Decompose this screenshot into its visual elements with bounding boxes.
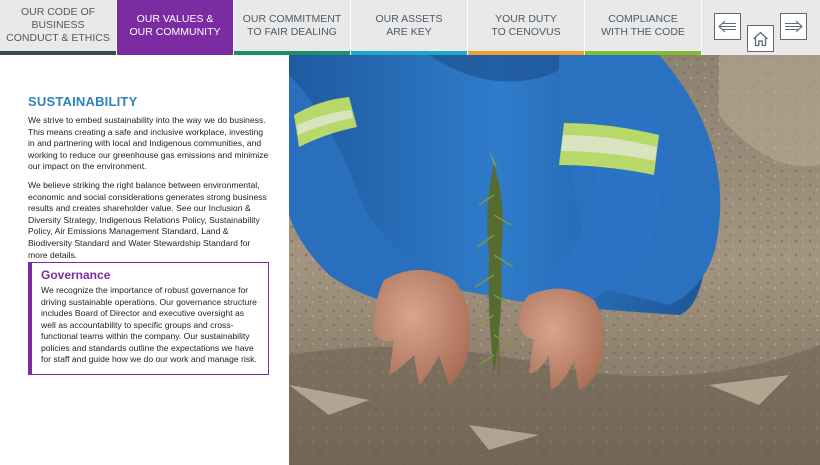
tab-label: COMPLIANCE WITH THE CODE <box>601 12 685 38</box>
tab-color-bar <box>117 51 233 55</box>
home-icon <box>752 31 769 47</box>
governance-title: Governance <box>41 268 111 282</box>
balance-paragraph: We believe striking the right balance between environmental, economic and social considerations generates strong business results and creates shareholder value. See our Inclusion & Diversity Strategy, Indigenous Relations Policy, Sustainability Policy, Air Emissions Management Standard, Land & Biodiversity Standard and Water Stewardship Standard for more details. <box>28 179 267 260</box>
tab-label: OUR ASSETS ARE KEY <box>375 12 443 38</box>
tab-our-assets[interactable] <box>351 0 468 55</box>
previous-page-button[interactable] <box>714 13 741 40</box>
tab-label: OUR VALUES & OUR COMMUNITY <box>129 12 221 38</box>
intro-paragraph: We strive to embed sustainability into the way we do business. This means creating a safe and inclusive workplace, investing in and partnering with local and Indigenous communities, and working to reduce our greenhouse gas emissions and minimize our impact on the environment. <box>28 115 269 172</box>
next-page-button[interactable] <box>780 13 807 40</box>
tab-code-of-business-conduct[interactable] <box>0 0 117 55</box>
section-title: SUSTAINABILITY <box>28 94 138 109</box>
tab-values-community[interactable] <box>117 0 234 55</box>
arrow-left-icon <box>718 20 737 33</box>
hero-photo-planting-seedling <box>289 55 820 465</box>
photo-illustration <box>289 55 820 465</box>
tab-color-bar <box>0 51 116 55</box>
page-controls <box>702 0 820 55</box>
sustainability-section <box>28 94 270 268</box>
tab-fair-dealing[interactable] <box>234 0 351 55</box>
tab-label: OUR CODE OF BUSINESS CONDUCT & ETHICS <box>6 6 110 44</box>
home-button[interactable] <box>747 25 774 52</box>
tab-your-duty[interactable] <box>468 0 585 55</box>
governance-callout <box>28 262 269 375</box>
tab-label: YOUR DUTY TO CENOVUS <box>491 12 561 38</box>
main-navigation <box>0 0 820 55</box>
tab-compliance[interactable] <box>585 0 702 55</box>
tab-label: OUR COMMITMENT TO FAIR DEALING <box>242 12 342 38</box>
arrow-right-icon <box>784 20 803 33</box>
governance-text: We recognize the importance of robust governance for driving sustainable operations. Our governance structure includes Board of Director and executive oversight as well as accountability to specific groups and cross-functional teams within the company. Our sustainability policies and standards outline the expectations we have for staff and guide how we do our work and manage risk. <box>41 285 257 364</box>
